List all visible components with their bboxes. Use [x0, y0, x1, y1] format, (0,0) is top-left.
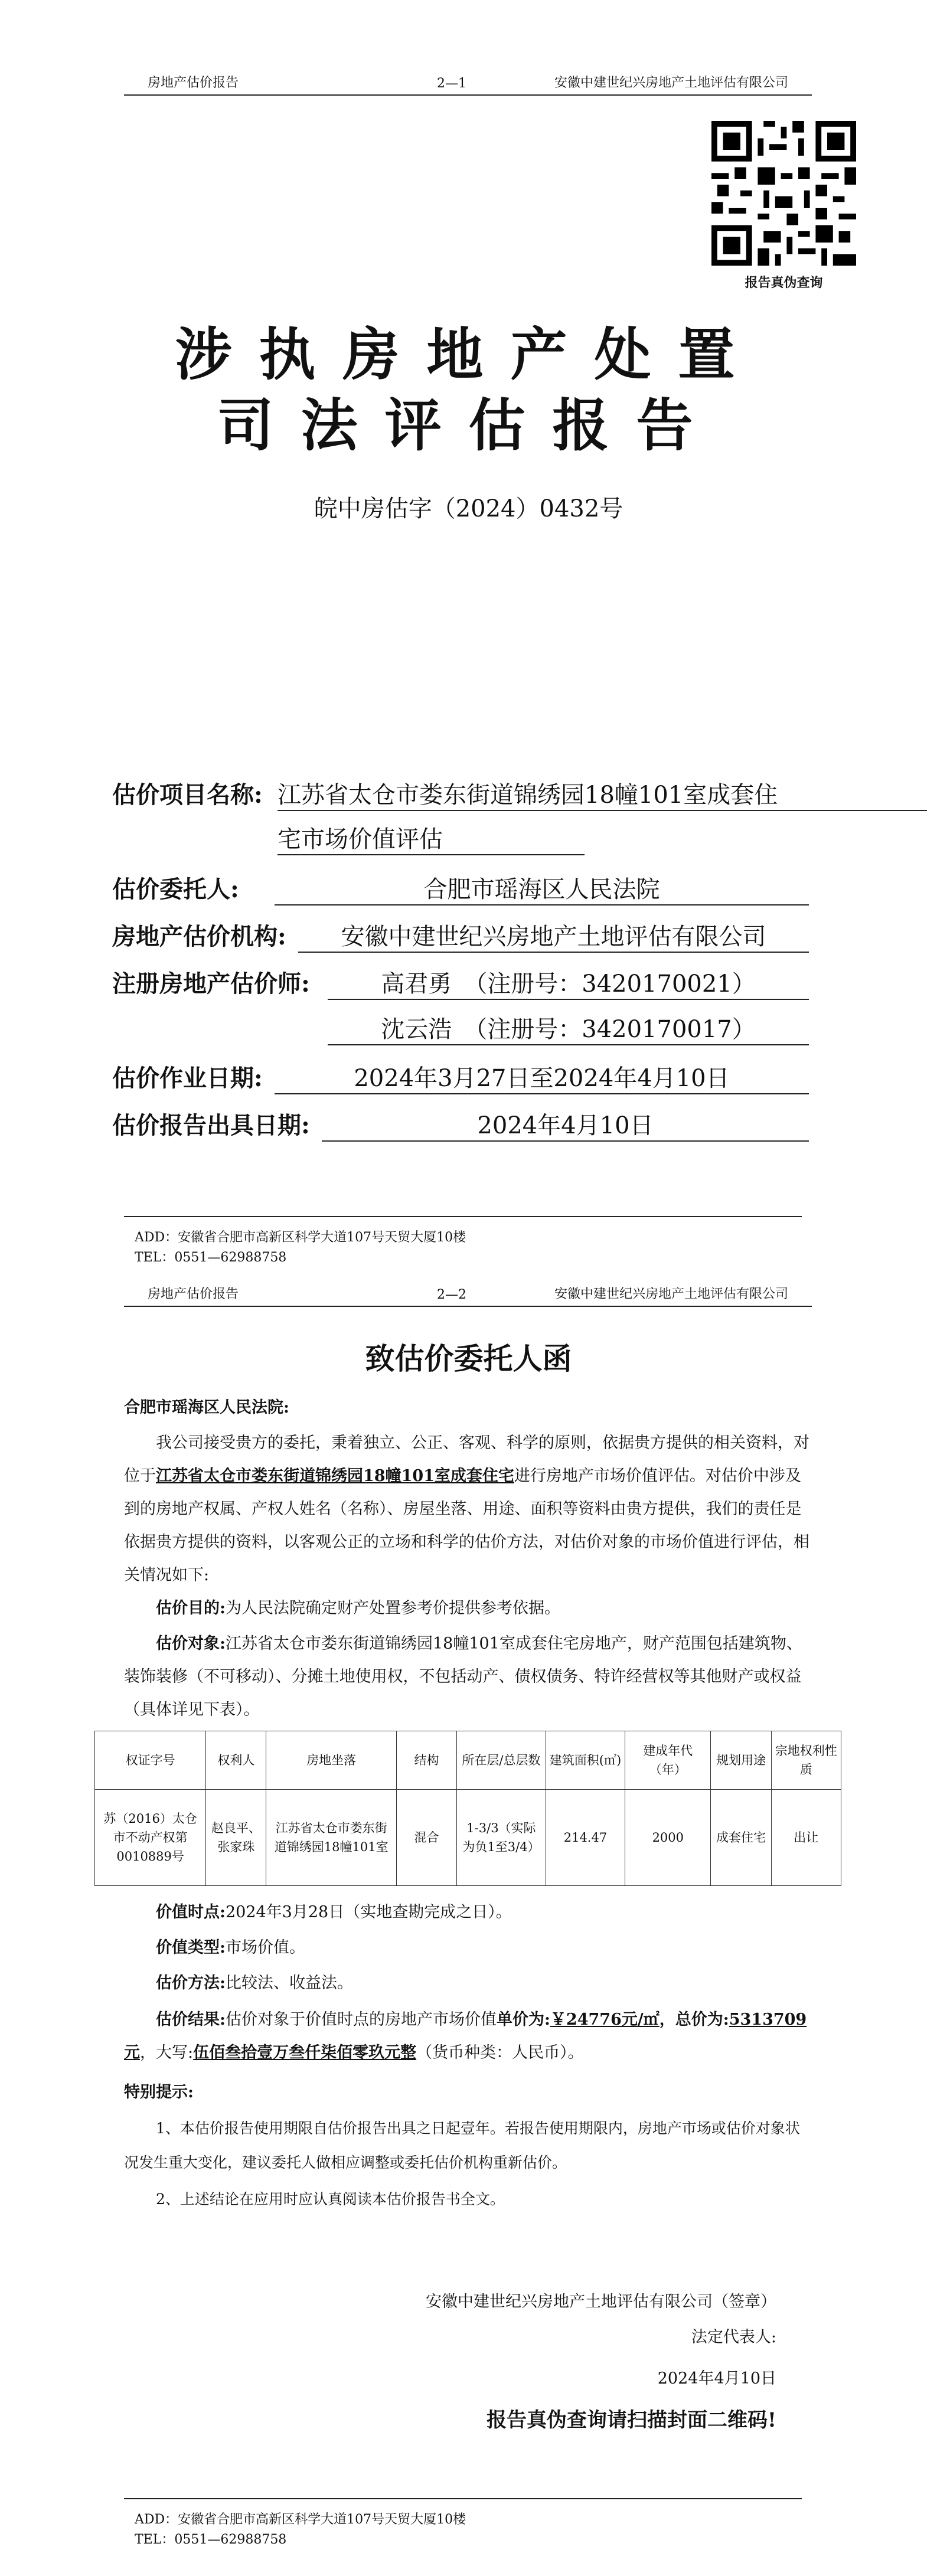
qr-caption: 报告真伪查询	[745, 275, 823, 290]
table-header: 权利人	[206, 1731, 266, 1790]
result-big-label: ，大写:	[140, 2044, 194, 2062]
appraiser-label: 注册房地产估价师:	[112, 970, 310, 998]
table-header: 宗地权利性质	[771, 1731, 841, 1790]
issue-date-label: 估价报告出具日期:	[112, 1112, 310, 1139]
result-total-label: ，总价为:	[659, 2011, 729, 2029]
table-header: 结构	[396, 1731, 456, 1790]
letter-page	[0, 1282, 937, 2576]
table-header: 建筑面积(㎡)	[546, 1731, 625, 1790]
page-footer	[124, 2498, 802, 2550]
cover-page	[0, 0, 937, 1282]
signature-representative: 法定代表人:	[691, 2328, 776, 2346]
report-title-line1: 涉执房地产处置	[175, 321, 762, 388]
table-cell: 江苏省太仓市娄东街道锦绣园18幢101室	[266, 1790, 397, 1886]
tips-label: 特别提示:	[124, 2083, 194, 2101]
method-value: 比较法、收益法。	[225, 1974, 353, 1992]
intro-subject: 江苏省太仓市娄东街道锦绣园18幢101室成套住宅	[156, 1467, 514, 1485]
verify-notice: 报告真伪查询请扫描封面二维码!	[487, 2408, 776, 2432]
table-header-row	[95, 1731, 841, 1790]
qr-code-icon[interactable]	[711, 121, 856, 266]
header-company: 安徽中建世纪兴房地产土地评估有限公司	[554, 76, 788, 90]
table-cell: 1-3/3（实际为负1至3/4）	[457, 1790, 546, 1886]
tip-2: 2、上述结论在应用时应认真阅读本估价报告书全文。	[156, 2191, 505, 2208]
table-header: 权证字号	[95, 1731, 206, 1790]
table-header: 所在层/总层数	[457, 1731, 546, 1790]
result-unit-value: ￥24776元/㎡	[550, 2011, 660, 2029]
report-title-line2: 司法评估报告	[217, 392, 720, 459]
project-value-line1: 江苏省太仓市娄东街道锦绣园18幢101室成套住	[277, 776, 927, 811]
client-value: 合肥市瑶海区人民法院	[275, 871, 809, 905]
appraiser-2: 沈云浩 （注册号：3420170017）	[328, 1011, 809, 1045]
table-cell: 成套住宅	[711, 1790, 771, 1886]
object-value: 江苏省太仓市娄东街道锦绣园18幢101室成套住宅房地产，财产范围包括建筑物、装饰装修（不可移动）、分摊土地使用权，不包括动产、债权债务、特许经营权等其他财产或权益（具体详见下表）。	[124, 1634, 802, 1719]
result-tail: （货币种类：人民币）。	[416, 2044, 584, 2062]
value-type-line	[124, 1931, 812, 1964]
tip-1: 1、本估价报告使用期限自估价报告出具之日起壹年。若报告使用期限内，房地产市场或估价对象状况发生重大变化，建议委托人做相应调整或委托估价机构重新估价。	[124, 2120, 800, 2171]
table-cell: 混合	[396, 1790, 456, 1886]
signature-company: 安徽中建世纪兴房地产土地评估有限公司（签章）	[426, 2293, 776, 2311]
footer-tel: TEL：0551—62988758	[135, 1250, 287, 1265]
page-header	[124, 1282, 812, 1307]
page-header	[124, 71, 812, 96]
result-total-value: 5313709元	[124, 2011, 807, 2062]
footer-address: ADD：安徽省合肥市高新区科学大道107号天贸大厦10楼	[135, 2512, 466, 2527]
letter-intro	[124, 1427, 812, 1592]
client-label: 估价委托人:	[112, 875, 239, 903]
intro-text-b: 进行房地产市场价值评估。对估价中涉及到的房地产权属、产权人姓名（名称）、房屋坐落、用途、面积等资料由贵方提供，我们的责任是依据贵方提供的资料，以客观公正的立场和科学的估价方法，对估价对象的市场价值进行评估，相关情况如下:	[124, 1467, 809, 1584]
header-page-number: 2—2	[437, 1287, 466, 1302]
table-header: 规划用途	[711, 1731, 771, 1790]
work-date-label: 估价作业日期:	[112, 1064, 263, 1092]
table-header: 房地坐落	[266, 1731, 397, 1790]
method-label: 估价方法:	[156, 1974, 226, 1992]
work-date-value: 2024年3月27日至2024年4月10日	[275, 1060, 809, 1094]
table-row	[95, 1790, 841, 1886]
header-left: 房地产估价报告	[148, 1287, 239, 1302]
project-value-line2: 宅市场价值评估	[277, 820, 585, 855]
footer-tel: TEL：0551—62988758	[135, 2532, 287, 2547]
object-line	[124, 1627, 812, 1727]
agency-value: 安徽中建世纪兴房地产土地评估有限公司	[298, 918, 809, 953]
result-line	[124, 2003, 812, 2070]
result-unit-label: 单价为:	[496, 2011, 550, 2029]
purpose-label: 估价目的:	[156, 1599, 226, 1617]
table-header: 建成年代（年）	[625, 1731, 711, 1790]
property-table	[94, 1731, 841, 1886]
intro-text-a: 我公司接受贵方的委托，秉着独立、公正、客观、科学的原则，依据贵方提供的相关资料，对位于	[124, 1434, 809, 1485]
table-cell: 2000	[625, 1790, 711, 1886]
table-cell: 苏（2016）太仓市不动产权第0010889号	[95, 1790, 206, 1886]
project-label: 估价项目名称:	[112, 781, 263, 809]
letter-title: 致估价委托人函	[365, 1341, 572, 1376]
result-label: 估价结果:	[156, 2011, 226, 2029]
object-label: 估价对象:	[156, 1634, 226, 1653]
appraiser-1: 高君勇 （注册号：3420170021）	[328, 965, 809, 1000]
value-time-value: 2024年3月28日（实地查勘完成之日）。	[225, 1903, 512, 1921]
salutation: 合肥市瑶海区人民法院:	[124, 1398, 289, 1417]
footer-address: ADD：安徽省合肥市高新区科学大道107号天贸大厦10楼	[135, 1230, 466, 1245]
header-company: 安徽中建世纪兴房地产土地评估有限公司	[554, 1287, 788, 1302]
value-type-label: 价值类型:	[156, 1938, 226, 1957]
header-page-number: 2—1	[437, 76, 466, 91]
purpose-value: 为人民法院确定财产处置参考价提供参考依据。	[225, 1599, 560, 1617]
header-left: 房地产估价报告	[148, 76, 239, 90]
issue-date-value: 2024年4月10日	[322, 1107, 809, 1142]
value-type-value: 市场价值。	[225, 1938, 305, 1957]
table-cell: 赵良平、张家珠	[206, 1790, 266, 1886]
document-number: 皖中房估字（2024）0432号	[314, 495, 623, 522]
table-cell: 214.47	[546, 1790, 625, 1886]
signature-date: 2024年4月10日	[657, 2369, 776, 2388]
table-cell: 出让	[771, 1790, 841, 1886]
purpose-line	[124, 1592, 812, 1625]
value-time-line	[124, 1896, 812, 1929]
value-time-label: 价值时点:	[156, 1903, 226, 1921]
result-text: 估价对象于价值时点的房地产市场价值	[225, 2011, 497, 2029]
method-line	[124, 1967, 812, 2000]
page-footer	[124, 1216, 802, 1268]
agency-label: 房地产估价机构:	[112, 923, 286, 950]
result-big-value: 伍佰叁拾壹万叁仟柒佰零玖元整	[193, 2044, 417, 2062]
